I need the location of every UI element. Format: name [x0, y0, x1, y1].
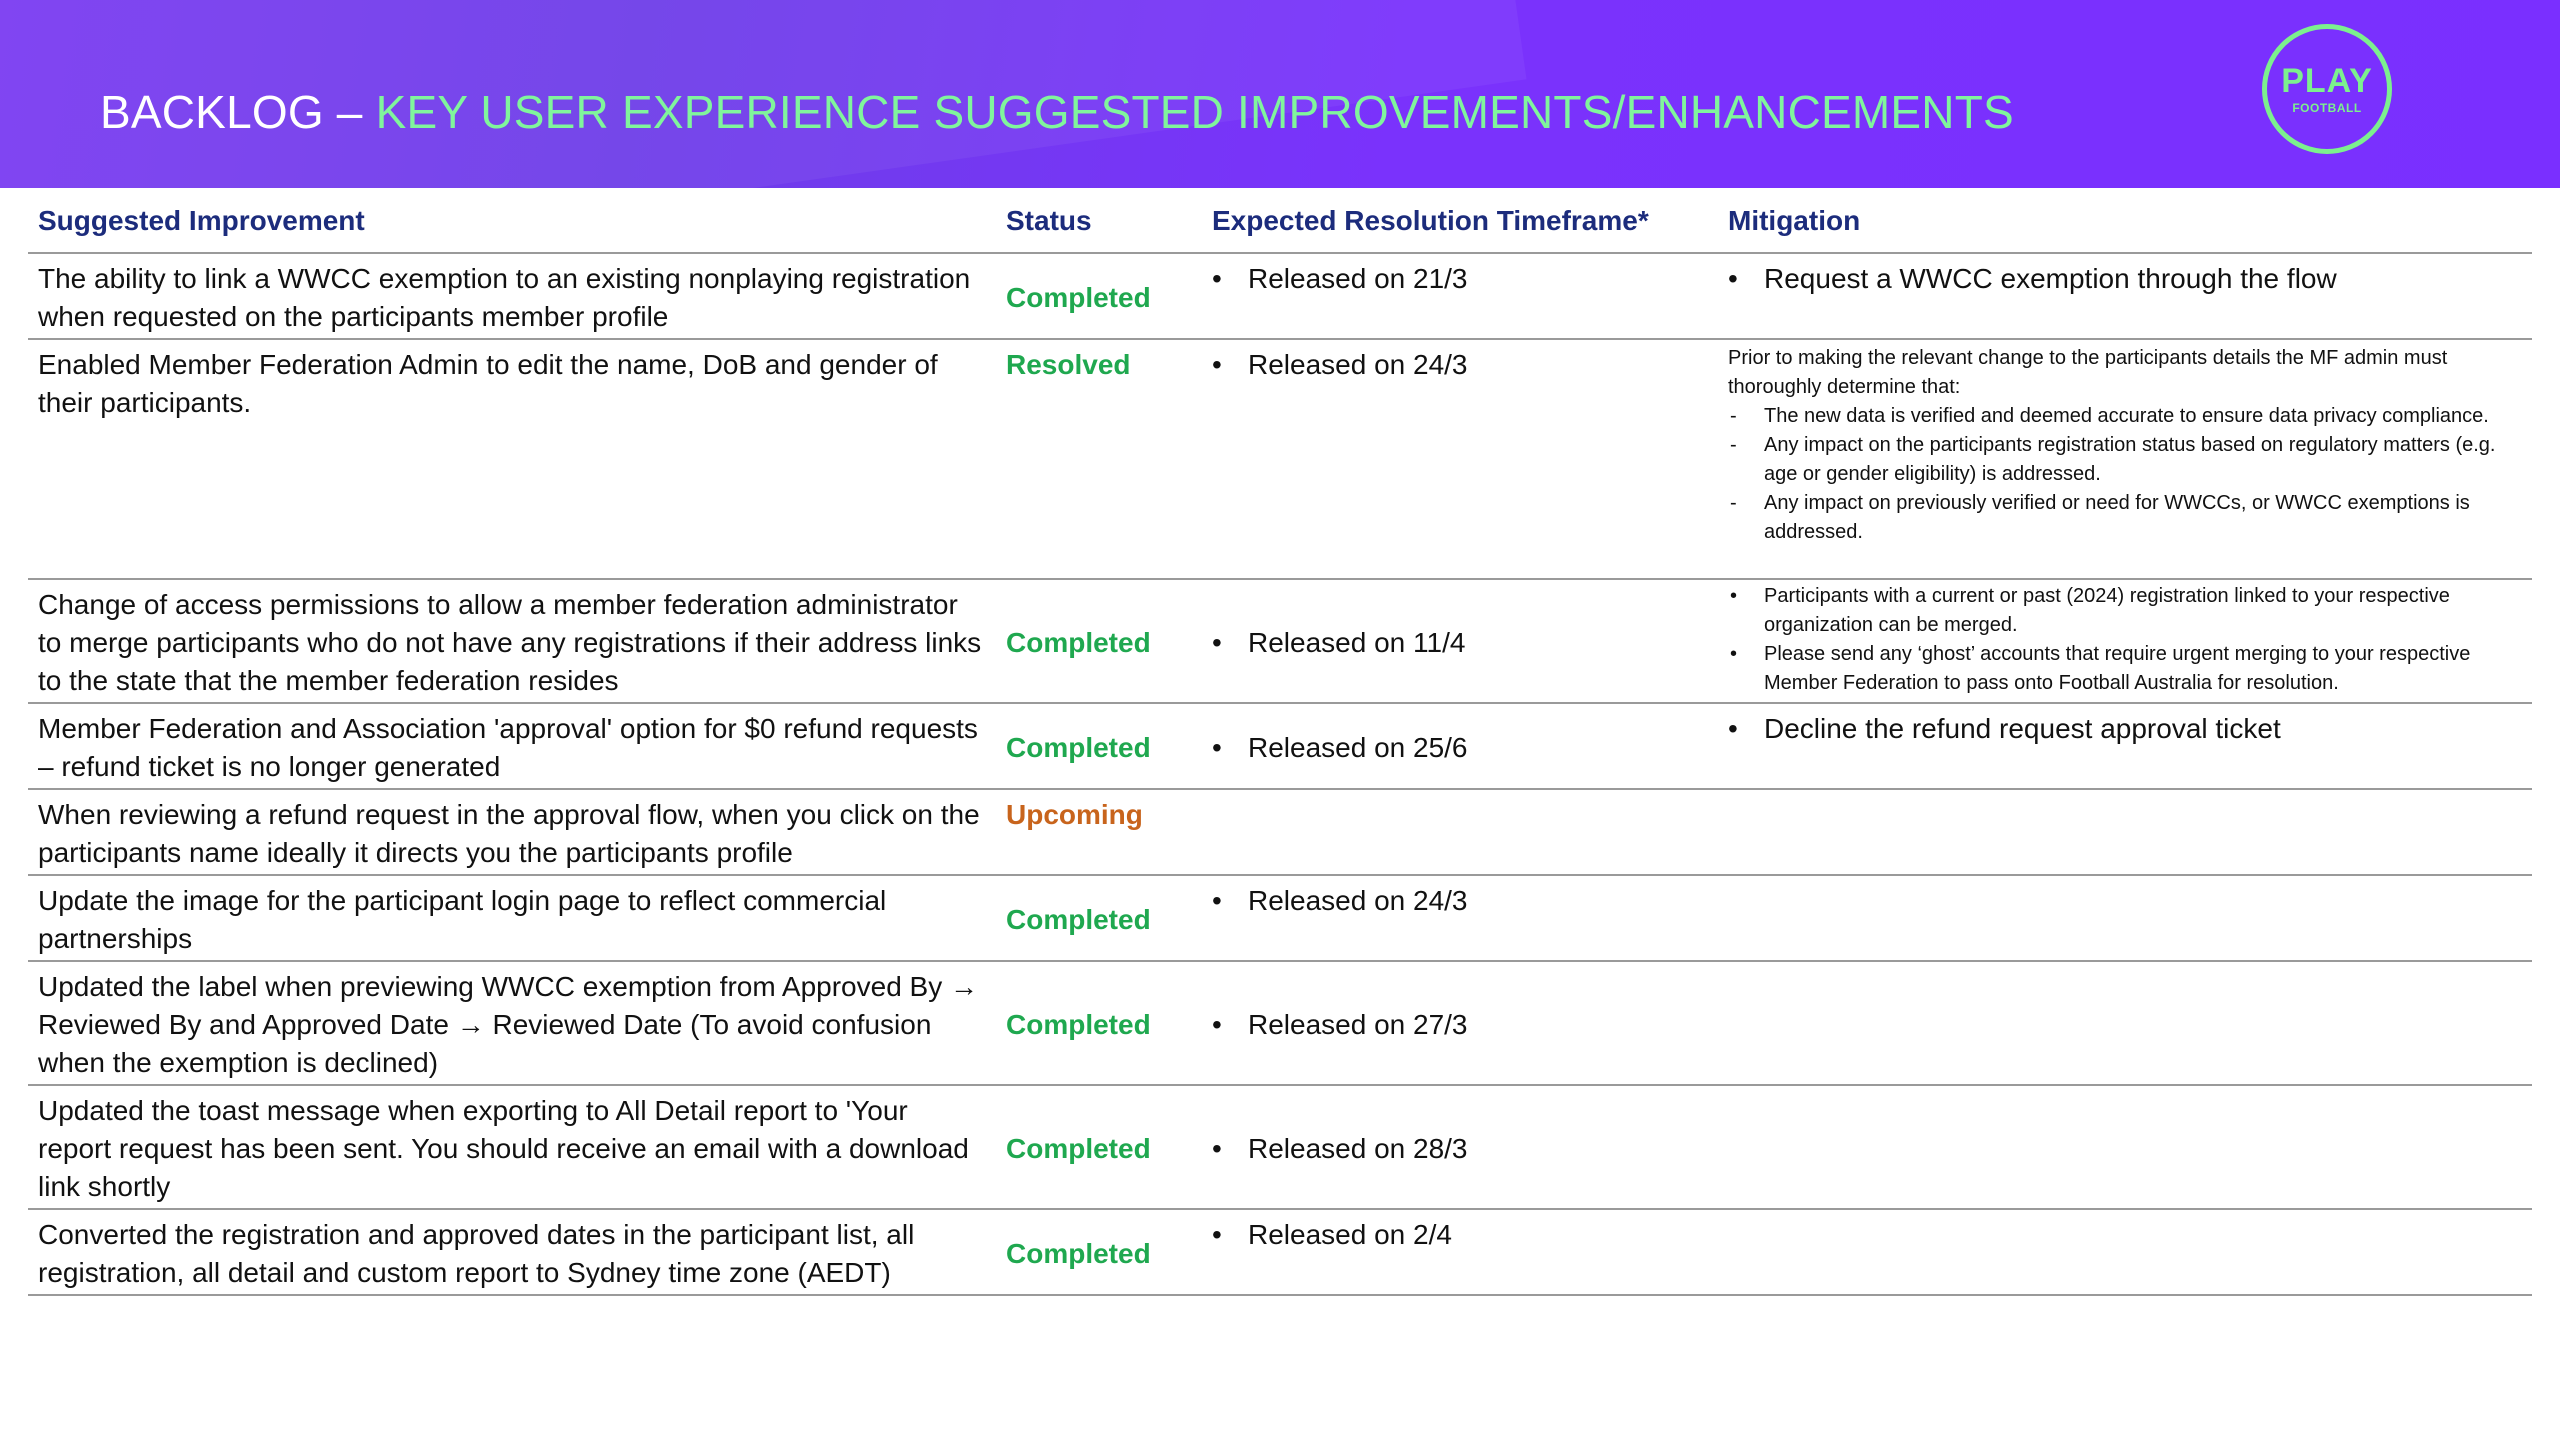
title-prefix: BACKLOG –	[100, 86, 376, 138]
timeframe-item: • Released on 27/3	[1212, 1006, 1708, 1044]
improvement-cell: Update the image for the participant login page to reflect commercial partnerships	[28, 875, 996, 961]
status-badge: Completed	[996, 1085, 1202, 1209]
improvement-cell: Member Federation and Association 'approval' option for $0 refund requests – refund ticket is no longer generated	[28, 703, 996, 789]
timeframe-item: • Released on 24/3	[1212, 346, 1708, 384]
table-row	[28, 703, 2532, 789]
table-row	[28, 789, 2532, 875]
mitigation-cell	[1718, 789, 2532, 875]
timeframe-item: • Released on 24/3	[1212, 882, 1708, 920]
mitigation-cell	[1718, 339, 2532, 579]
improvement-cell: Converted the registration and approved dates in the participant list, all registration, all detail and custom report to Sydney time zone (AEDT)	[28, 1209, 996, 1295]
column-header-timeframe: Expected Resolution Timeframe*	[1202, 190, 1718, 253]
mitigation-cell	[1718, 1209, 2532, 1295]
timeframe-cell	[1202, 875, 1718, 961]
page-title	[100, 84, 2014, 140]
status-badge: Completed	[996, 253, 1202, 339]
column-header-mitigation: Mitigation	[1718, 190, 2532, 253]
timeframe-cell	[1202, 1209, 1718, 1295]
status-badge: Completed	[996, 579, 1202, 703]
table-row	[28, 1209, 2532, 1295]
timeframe-item: • Released on 2/4	[1212, 1216, 1708, 1254]
timeframe-cell	[1202, 703, 1718, 789]
status-badge: Completed	[996, 703, 1202, 789]
table-row	[28, 253, 2532, 339]
table-row	[28, 579, 2532, 703]
table-row	[28, 961, 2532, 1085]
mitigation-item: • Request a WWCC exemption through the flow	[1728, 260, 2522, 298]
mitigation-item: - Any impact on previously verified or need for WWCCs, or WWCC exemptions is addressed.	[1728, 489, 2522, 547]
mitigation-cell	[1718, 579, 2532, 703]
table-row	[28, 339, 2532, 579]
status-badge: Completed	[996, 875, 1202, 961]
status-badge: Completed	[996, 961, 1202, 1085]
table-row	[28, 875, 2532, 961]
mitigation-item: • Please send any ‘ghost’ accounts that require urgent merging to your respective Member Federation to pass onto Football Australia for resolution.	[1728, 640, 2522, 698]
timeframe-cell	[1202, 253, 1718, 339]
timeframe-item: • Released on 25/6	[1212, 729, 1708, 767]
improvement-cell: When reviewing a refund request in the approval flow, when you click on the participants name ideally it directs you the participants profile	[28, 789, 996, 875]
column-header-status: Status	[996, 190, 1202, 253]
timeframe-cell	[1202, 579, 1718, 703]
mitigation-item: - The new data is verified and deemed accurate to ensure data privacy compliance.	[1728, 402, 2522, 431]
column-header-improvement: Suggested Improvement	[28, 190, 996, 253]
mitigation-item: • Decline the refund request approval ticket	[1728, 710, 2522, 748]
play-football-logo	[2262, 24, 2392, 154]
logo-bottom-text: FOOTBALL	[2292, 101, 2362, 115]
status-badge: Upcoming	[996, 789, 1202, 875]
mitigation-cell	[1718, 875, 2532, 961]
improvement-cell: Change of access permissions to allow a member federation administrator to merge participants who do not have any registrations if their address links to the state that the member federation resides	[28, 579, 996, 703]
mitigation-cell	[1718, 961, 2532, 1085]
timeframe-cell	[1202, 1085, 1718, 1209]
timeframe-cell	[1202, 339, 1718, 579]
improvement-cell: Enabled Member Federation Admin to edit the name, DoB and gender of their participants.	[28, 339, 996, 579]
improvement-cell: Updated the label when previewing WWCC exemption from Approved By → Reviewed By and Approved Date → Reviewed Date (To avoid confusion when the exemption is declined)	[28, 961, 996, 1085]
timeframe-item: • Released on 21/3	[1212, 260, 1708, 298]
timeframe-item: • Released on 11/4	[1212, 624, 1708, 662]
mitigation-item: • Participants with a current or past (2024) registration linked to your respective organization can be merged.	[1728, 582, 2522, 640]
status-badge: Resolved	[996, 339, 1202, 579]
status-badge: Completed	[996, 1209, 1202, 1295]
improvement-cell: Updated the toast message when exporting to All Detail report to 'Your report request has been sent. You should receive an email with a download link shortly	[28, 1085, 996, 1209]
mitigation-item: - Any impact on the participants registration status based on regulatory matters (e.g. age or gender eligibility) is addressed.	[1728, 431, 2522, 489]
timeframe-cell	[1202, 961, 1718, 1085]
mitigation-cell	[1718, 253, 2532, 339]
logo-top-text: PLAY	[2281, 62, 2373, 100]
improvement-cell: The ability to link a WWCC exemption to an existing nonplaying registration when requested on the participants member profile	[28, 253, 996, 339]
header-band	[0, 0, 2560, 188]
mitigation-cell	[1718, 703, 2532, 789]
timeframe-cell	[1202, 789, 1718, 875]
mitigation-cell	[1718, 1085, 2532, 1209]
timeframe-item: • Released on 28/3	[1212, 1130, 1708, 1168]
table-header-row	[28, 190, 2532, 253]
backlog-table	[28, 190, 2532, 1296]
mitigation-intro: Prior to making the relevant change to the participants details the MF admin must thoroughly determine that:	[1728, 347, 2448, 398]
title-highlight: KEY USER EXPERIENCE SUGGESTED IMPROVEMENTS/ENHANCEMENTS	[375, 86, 2014, 138]
table-row	[28, 1085, 2532, 1209]
